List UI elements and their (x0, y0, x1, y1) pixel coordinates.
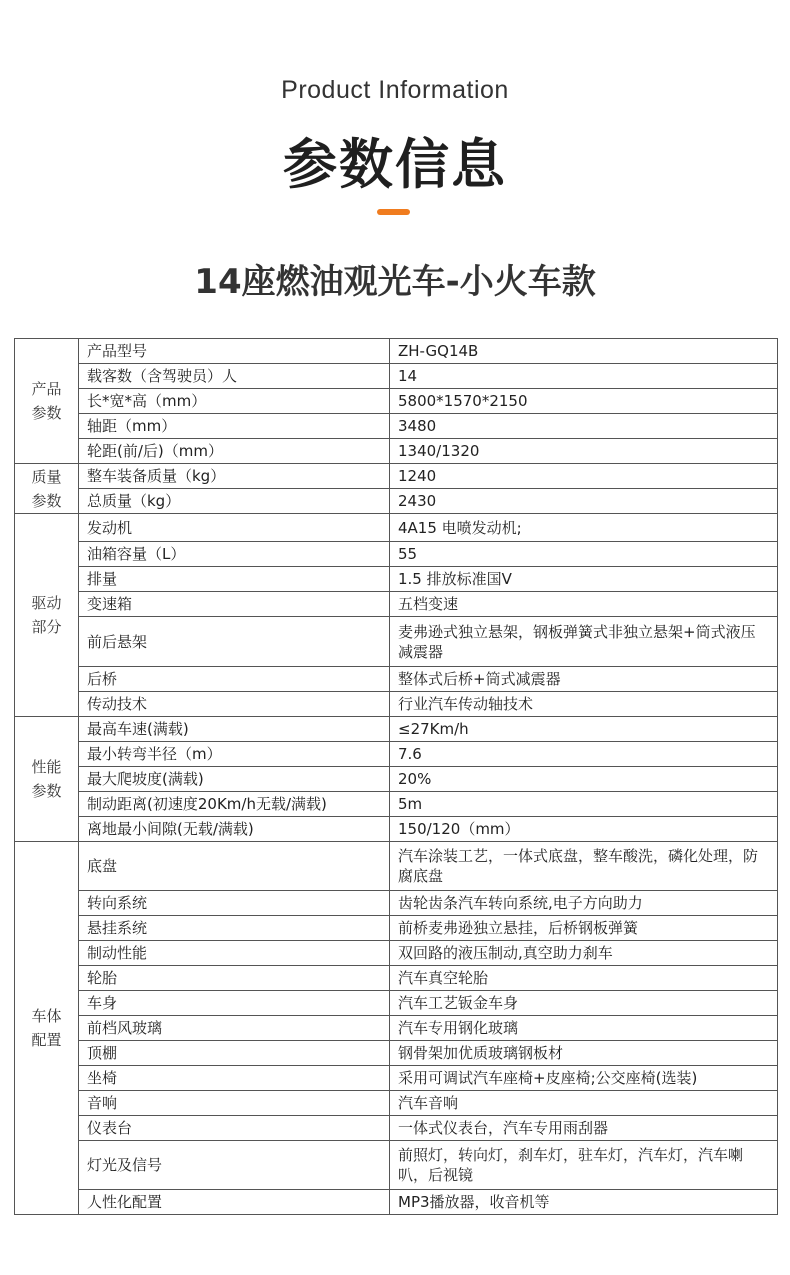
spec-row (15, 439, 778, 464)
spec-label: 轴距（mm） (79, 414, 390, 439)
spec-value: 4A15 电喷发动机; (390, 514, 778, 542)
spec-row (15, 717, 778, 742)
spec-row (15, 1066, 778, 1091)
spec-row (15, 1016, 778, 1041)
title-accent-bar (377, 209, 410, 215)
spec-row (15, 1141, 778, 1190)
spec-label: 悬挂系统 (79, 916, 390, 941)
spec-value: 55 (390, 542, 778, 567)
spec-label: 底盘 (79, 842, 390, 891)
spec-row (15, 1116, 778, 1141)
spec-row (15, 617, 778, 667)
spec-label: 发动机 (79, 514, 390, 542)
spec-label: 轮距(前/后)（mm） (79, 439, 390, 464)
spec-value: 钢骨架加优质玻璃钢板材 (390, 1041, 778, 1066)
spec-value: 麦弗逊式独立悬架，钢板弹簧式非独立悬架+筒式液压减震器 (390, 617, 778, 667)
spec-row (15, 339, 778, 364)
spec-row (15, 592, 778, 617)
spec-value: 采用可调试汽车座椅+皮座椅;公交座椅(选装) (390, 1066, 778, 1091)
spec-value: 汽车涂装工艺，一体式底盘，整车酸洗，磷化处理，防腐底盘 (390, 842, 778, 891)
spec-row (15, 792, 778, 817)
spec-label: 最高车速(满载) (79, 717, 390, 742)
spec-row (15, 414, 778, 439)
spec-value: 齿轮齿条汽车转向系统,电子方向助力 (390, 891, 778, 916)
section-title: 参数信息 (283, 133, 507, 196)
spec-label: 顶棚 (79, 1041, 390, 1066)
spec-label: 轮胎 (79, 966, 390, 991)
spec-label: 产品型号 (79, 339, 390, 364)
spec-value: 一体式仪表台，汽车专用雨刮器 (390, 1116, 778, 1141)
spec-label: 后桥 (79, 667, 390, 692)
spec-label: 音响 (79, 1091, 390, 1116)
spec-label: 制动性能 (79, 941, 390, 966)
spec-label: 排量 (79, 567, 390, 592)
spec-value: 5800*1570*2150 (390, 389, 778, 414)
section-subtitle: Product Information (281, 76, 509, 104)
spec-row (15, 1091, 778, 1116)
spec-label: 人性化配置 (79, 1190, 390, 1215)
spec-row (15, 941, 778, 966)
spec-label: 离地最小间隙(无载/满载) (79, 817, 390, 842)
spec-label: 坐椅 (79, 1066, 390, 1091)
spec-value: 1240 (390, 464, 778, 489)
spec-value: 汽车真空轮胎 (390, 966, 778, 991)
spec-value: 前照灯，转向灯，刹车灯，驻车灯，汽车灯，汽车喇叭，后视镜 (390, 1141, 778, 1190)
spec-row (15, 692, 778, 717)
spec-label: 仪表台 (79, 1116, 390, 1141)
model-name-heading: 14座燃油观光车-小火车款 (194, 262, 596, 302)
spec-row (15, 542, 778, 567)
spec-label: 前档风玻璃 (79, 1016, 390, 1041)
spec-row (15, 966, 778, 991)
spec-value: 行业汽车传动轴技术 (390, 692, 778, 717)
spec-value: ≤27Km/h (390, 717, 778, 742)
spec-row (15, 891, 778, 916)
spec-table (14, 338, 778, 1215)
spec-value: 前桥麦弗逊独立悬挂，后桥钢板弹簧 (390, 916, 778, 941)
spec-row (15, 1041, 778, 1066)
spec-row (15, 489, 778, 514)
spec-label: 灯光及信号 (79, 1141, 390, 1190)
spec-group-label: 质量 参数 (15, 464, 79, 514)
spec-label: 载客数（含驾驶员）人 (79, 364, 390, 389)
spec-label: 总质量（kg） (79, 489, 390, 514)
spec-value: 14 (390, 364, 778, 389)
spec-row (15, 389, 778, 414)
spec-value: 2430 (390, 489, 778, 514)
spec-row (15, 464, 778, 489)
spec-label: 车身 (79, 991, 390, 1016)
spec-value: 汽车音响 (390, 1091, 778, 1116)
spec-label: 最大爬坡度(满载) (79, 767, 390, 792)
spec-value: 150/120（mm） (390, 817, 778, 842)
spec-value: 汽车工艺钣金车身 (390, 991, 778, 1016)
spec-label: 前后悬架 (79, 617, 390, 667)
spec-label: 油箱容量（L） (79, 542, 390, 567)
spec-value: 五档变速 (390, 592, 778, 617)
spec-value: 20% (390, 767, 778, 792)
spec-group-label: 车体 配置 (15, 842, 79, 1215)
spec-value: 5m (390, 792, 778, 817)
spec-value: ZH-GQ14B (390, 339, 778, 364)
spec-row (15, 817, 778, 842)
spec-value: 3480 (390, 414, 778, 439)
spec-group-label: 性能 参数 (15, 717, 79, 842)
spec-row (15, 514, 778, 542)
spec-row (15, 916, 778, 941)
spec-row (15, 767, 778, 792)
spec-row (15, 991, 778, 1016)
spec-label: 转向系统 (79, 891, 390, 916)
spec-label: 最小转弯半径（m） (79, 742, 390, 767)
spec-value: 7.6 (390, 742, 778, 767)
spec-row (15, 667, 778, 692)
spec-row (15, 742, 778, 767)
spec-label: 传动技术 (79, 692, 390, 717)
spec-row (15, 1190, 778, 1215)
spec-table-body (15, 339, 778, 1215)
spec-row (15, 842, 778, 891)
spec-label: 制动距离(初速度20Km/h无载/满载) (79, 792, 390, 817)
spec-row (15, 567, 778, 592)
spec-value: 1.5 排放标准国Ⅴ (390, 567, 778, 592)
spec-group-label: 产品 参数 (15, 339, 79, 464)
spec-value: 汽车专用钢化玻璃 (390, 1016, 778, 1041)
spec-value: 双回路的液压制动,真空助力刹车 (390, 941, 778, 966)
spec-label: 长*宽*高（mm） (79, 389, 390, 414)
spec-label: 变速箱 (79, 592, 390, 617)
spec-group-label: 驱动 部分 (15, 514, 79, 717)
spec-value: 整体式后桥+筒式减震器 (390, 667, 778, 692)
spec-value: 1340/1320 (390, 439, 778, 464)
spec-value: MP3播放器，收音机等 (390, 1190, 778, 1215)
spec-row (15, 364, 778, 389)
spec-label: 整车装备质量（kg） (79, 464, 390, 489)
